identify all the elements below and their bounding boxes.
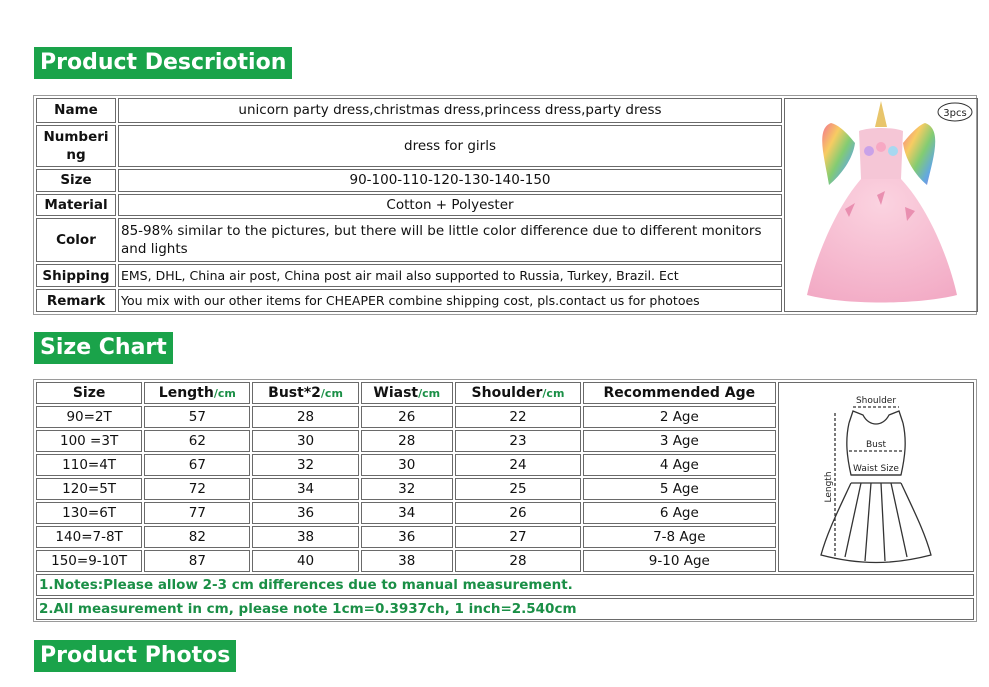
table-cell: 100 =3T [36, 430, 142, 452]
row-value-shipping: EMS, DHL, China air post, China post air mail also supported to Russia, Turkey, Brazil. Ect [118, 264, 782, 287]
table-cell: 26 [455, 502, 581, 524]
table-cell: 34 [361, 502, 453, 524]
table-cell: 22 [455, 406, 581, 428]
row-value-numbering: dress for girls [118, 125, 782, 167]
row-label-remark: Remark [36, 289, 116, 312]
size-diagram [778, 382, 974, 572]
section-title-product-photos: Product Photos [34, 640, 236, 672]
table-cell: 67 [144, 454, 250, 476]
diagram-bust-label: Bust [865, 440, 886, 450]
header-length: Length/cm [144, 382, 250, 404]
table-cell: 27 [455, 526, 581, 548]
product-photo [784, 98, 978, 312]
row-value-name: unicorn party dress,christmas dress,princess dress,party dress [118, 98, 782, 123]
diagram-waist-label: Waist Size [852, 464, 899, 474]
dress-photo [785, 99, 977, 311]
table-cell: 5 Age [583, 478, 775, 500]
header-bust: Bust*2/cm [252, 382, 358, 404]
table-cell: 130=6T [36, 502, 142, 524]
header-recommended-age: Recommended Age [583, 382, 775, 404]
row-value-material: Cotton + Polyester [118, 194, 782, 217]
table-cell: 32 [252, 454, 358, 476]
table-cell: 6 Age [583, 502, 775, 524]
photo-badge: 3pcs [943, 108, 967, 119]
table-cell: 87 [144, 550, 250, 572]
row-label-name: Name [36, 98, 116, 123]
row-value-size: 90-100-110-120-130-140-150 [118, 169, 782, 192]
table-cell: 26 [361, 406, 453, 428]
table-cell: 140=7-8T [36, 526, 142, 548]
section-title-size-chart: Size Chart [34, 332, 173, 364]
table-cell: 30 [252, 430, 358, 452]
table-cell: 72 [144, 478, 250, 500]
row-value-remark: You mix with our other items for CHEAPER combine shipping cost, pls.contact us for photoes [118, 289, 782, 312]
header-waist: Wiast/cm [361, 382, 453, 404]
note-1: 1.Notes:Please allow 2-3 cm differences due to manual measurement. [36, 574, 974, 596]
table-cell: 34 [252, 478, 358, 500]
row-label-numbering: Numbering [36, 125, 116, 167]
row-label-shipping: Shipping [36, 264, 116, 287]
header-size: Size [36, 382, 142, 404]
size-chart-table [33, 379, 977, 622]
note-2: 2.All measurement in cm, please note 1cm=0.3937ch, 1 inch=2.540cm [36, 598, 974, 620]
table-cell: 90=2T [36, 406, 142, 428]
table-cell: 24 [455, 454, 581, 476]
section-title-description: Product Descriotion [34, 47, 292, 79]
table-cell: 120=5T [36, 478, 142, 500]
table-cell: 32 [361, 478, 453, 500]
dress-sketch [779, 383, 973, 571]
table-cell: 30 [361, 454, 453, 476]
table-cell: 3 Age [583, 430, 775, 452]
table-cell: 57 [144, 406, 250, 428]
row-value-color: 85-98% similar to the pictures, but there will be little color difference due to different monitors and lights [118, 218, 782, 262]
table-cell: 2 Age [583, 406, 775, 428]
table-cell: 4 Age [583, 454, 775, 476]
table-cell: 150=9-10T [36, 550, 142, 572]
table-cell: 28 [252, 406, 358, 428]
table-cell: 77 [144, 502, 250, 524]
table-cell: 38 [252, 526, 358, 548]
row-label-material: Material [36, 194, 116, 217]
row-label-color: Color [36, 218, 116, 262]
header-shoulder: Shoulder/cm [455, 382, 581, 404]
diagram-shoulder-label: Shoulder [855, 396, 896, 406]
table-cell: 23 [455, 430, 581, 452]
product-description-table [33, 95, 977, 315]
table-cell: 38 [361, 550, 453, 572]
table-cell: 25 [455, 478, 581, 500]
diagram-length-label: Length [823, 471, 834, 503]
table-cell: 28 [361, 430, 453, 452]
table-cell: 82 [144, 526, 250, 548]
table-cell: 9-10 Age [583, 550, 775, 572]
table-cell: 110=4T [36, 454, 142, 476]
table-cell: 62 [144, 430, 250, 452]
table-cell: 36 [252, 502, 358, 524]
table-cell: 36 [361, 526, 453, 548]
table-cell: 28 [455, 550, 581, 572]
row-label-size: Size [36, 169, 116, 192]
table-cell: 40 [252, 550, 358, 572]
table-cell: 7-8 Age [583, 526, 775, 548]
